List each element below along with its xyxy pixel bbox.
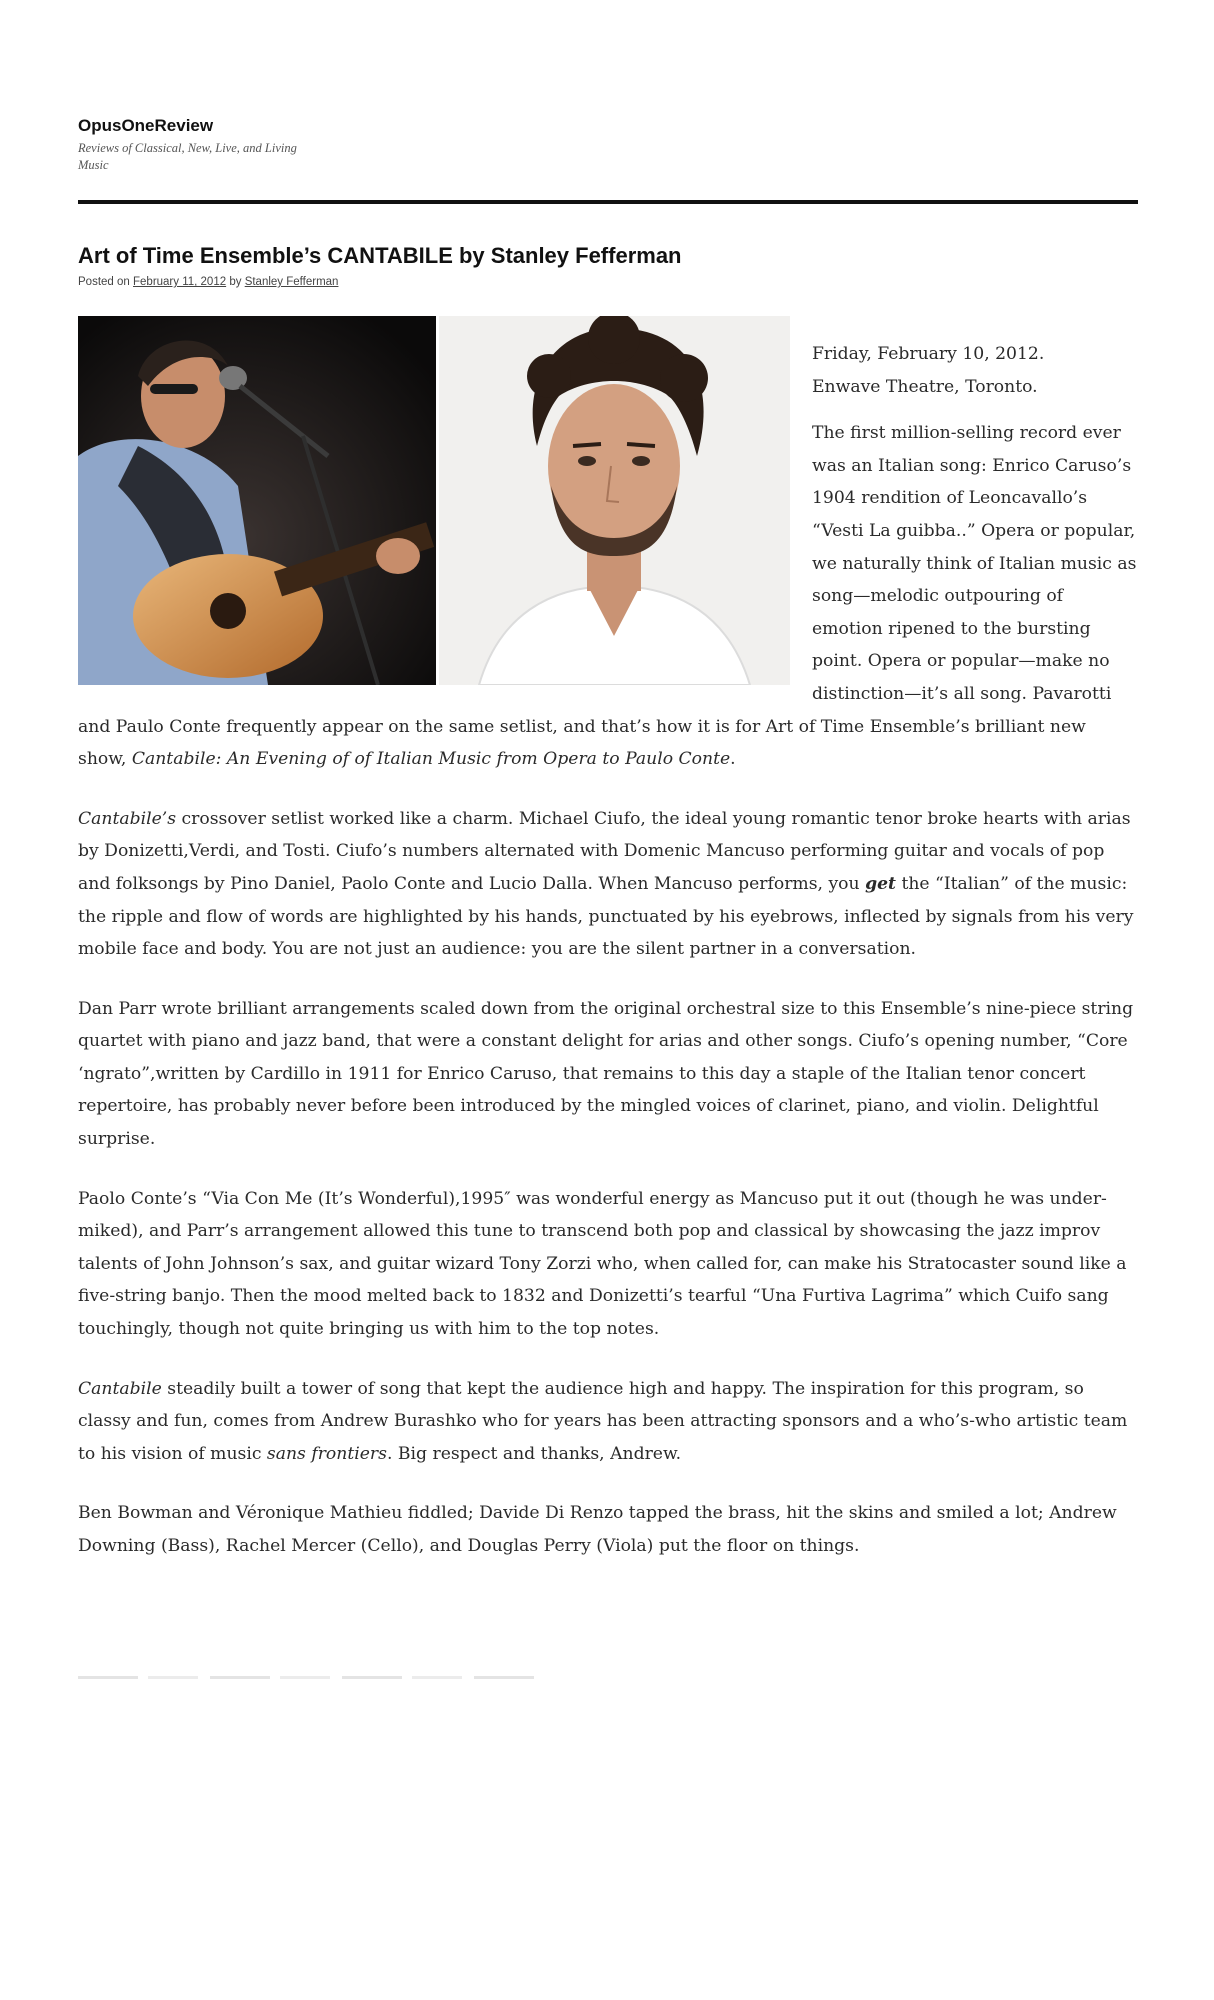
post-meta [78,276,338,288]
site-title[interactable]: OpusOneReview [78,116,214,135]
dateline-venue: Enwave Theatre, Toronto. [812,376,1038,397]
article-paragraph-6: Ben Bowman and Véronique Mathieu fiddled; Davide Di Renzo tapped the brass, hit the skins and smiled a lot; Andrew Downing (Bass), Rachel Mercer (Cello), and Douglas Perry (Viola) put the floor on things. [78,1503,1117,1556]
p2-show-title: Cantabile: An Evening of of Italian Music from Opera to Paulo Conte [131,749,731,770]
p6-emphasis: sans frontiers [266,1443,387,1464]
faded-footer-line [78,1676,538,1679]
image-float-spacer [78,338,812,707]
article-paragraph-2 [78,803,1138,966]
author-link[interactable]: Stanley Fefferman [244,276,339,288]
article-paragraph-4: Paolo Conte’s “Via Con Me (It’s Wonderful),1995″ was wonderful energy as Mancuso put it out (though he was under-miked), and Parr’s arrangement allowed this tune to transcend both pop and classical by showcasing the jazz improv talents of John Johnson’s sax, and guitar wizard Tony Zorzi who, when called for, can make his Stratocaster sound like a five-string banjo. Then the mood melted back to 1832 and Donizetti’s tearful “Una Furtiva Lagrima” which Cuifo sang touchingly, though not quite bringing us with him to the top notes. [78,1188,1127,1340]
p6-show-name: Cantabile [78,1378,162,1399]
meta-posted-on: Posted on [78,276,130,288]
p2-end: . [730,749,736,770]
article-body [78,338,1138,1590]
p2-text: The first million-selling record ever was an Italian song: Enrico Caruso’s 1904 rendition of Leoncavallo’s “Vesti La guibba..” Opera or popular, we naturally think of Italian music as song—melodic outpouring of emotion ripened to the bursting point. Opera or popular—make no distinction—it’s all song. Pavarotti and Paulo Conte frequently appear on the same setlist, and that’s how it is for Art of Time Ensemble’s brilliant new show, [78,423,1137,770]
p3-text-a: crossover setlist worked like a charm. Michael Ciufo, the ideal young romantic tenor broke hearts with arias by Donizetti,Verdi, and Tosti. Ciufo’s numbers alternated with Domenic Mancuso performing guitar and vocals of pop and folksongs by Pino Daniel, Paolo Conte and Lucio Dalla. When Mancuso performs, you [78,808,1131,894]
p3-show-name: Cantabile’s [78,808,177,829]
article-paragraph-3: Dan Parr wrote brilliant arrangements scaled down from the original orchestral size to this Ensemble’s nine-piece string quartet with piano and jazz band, that were a constant delight for arias and other songs. Ciufo’s opening number, “Core ‘ngrato”,written by Cardillo in 1911 for Enrico Caruso, that remains to this day a staple of the Italian tenor concert repertoire, has probably never before been introduced by the mingled voices of clarinet, piano, and violin. Delightful surprise. [78,998,1134,1150]
header-divider [78,200,1138,204]
dateline-date: Friday, February 10, 2012. [812,344,1045,364]
p6-text-a: steadily built a tower of song that kept the audience high and happy. The inspiration for this program, so classy and fun, comes from Andrew Burashko who for years has been attracting sponsors and a who’s-who artistic team to his vision of music [78,1378,1128,1464]
site-description: Reviews of Classical, New, Live, and Living Music [78,141,297,172]
article-paragraph-5 [78,1373,1138,1471]
p6-text-b: . Big respect and thanks, Andrew. [386,1443,682,1464]
post-title[interactable]: Art of Time Ensemble’s CANTABILE by Stanley Fefferman [78,243,682,268]
p3-text-b: the “Italian” of the music: the ripple and flow of words are highlighted by his hands, punctuated by his eyebrows, inflected by signals from his very mobile face and body. You are not just an audience: you are the silent partner in a conversation. [78,873,1134,960]
post-date-link[interactable]: February 11, 2012 [133,276,227,288]
p3-emphasis: get [865,873,896,894]
meta-by: by [229,276,242,288]
